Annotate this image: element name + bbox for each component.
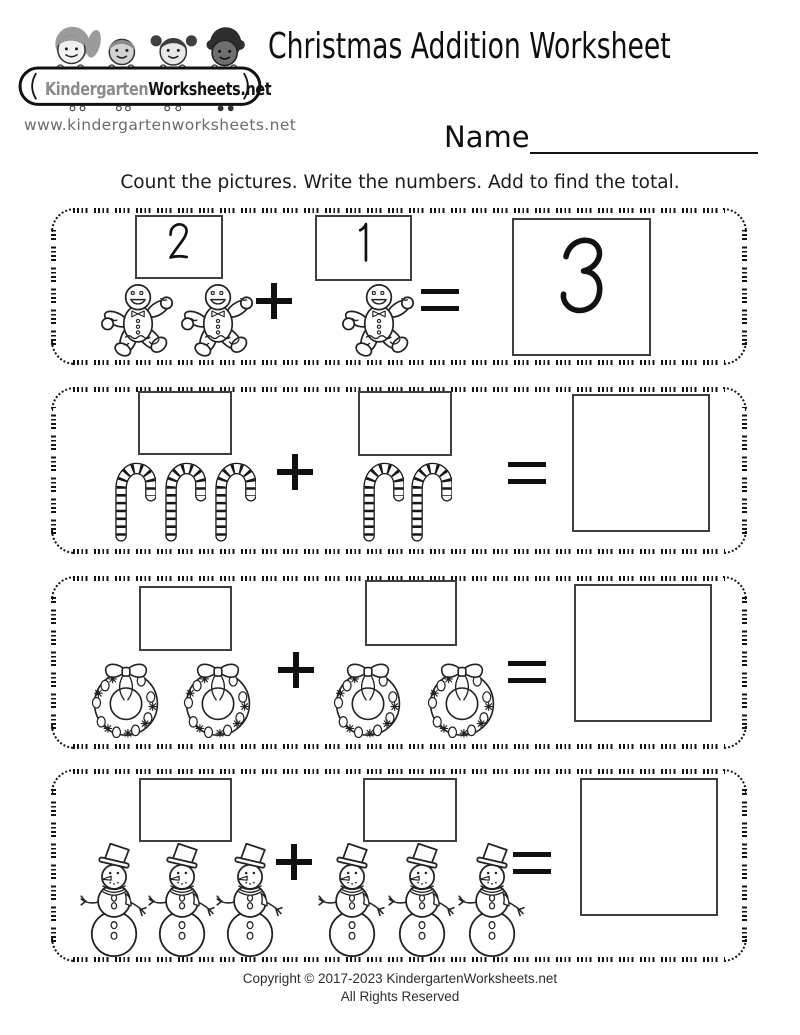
stitched-border-right xyxy=(742,789,747,942)
brand-part1: Kindergarten xyxy=(45,80,149,100)
addend1-box[interactable] xyxy=(138,391,232,455)
website-url: www.kindergartenworksheets.net xyxy=(24,116,297,134)
snowman-icon xyxy=(386,843,460,959)
border-corner xyxy=(723,341,747,365)
border-corner xyxy=(51,938,75,962)
wreath-icon xyxy=(178,656,258,740)
stitched-border-right xyxy=(742,596,747,729)
stitched-border-left xyxy=(51,228,56,345)
page-title: Christmas Addition Worksheet xyxy=(268,26,671,67)
equals-sign xyxy=(508,462,546,484)
stitched-border-left xyxy=(51,789,56,942)
plus-sign xyxy=(278,652,314,688)
total-box[interactable] xyxy=(512,218,651,356)
instruction-text: Count the pictures. Write the numbers. Add to find the total. xyxy=(120,172,680,193)
stitched-border-right xyxy=(742,407,747,534)
stitched-border-bottom xyxy=(73,549,725,554)
border-corner xyxy=(51,530,75,554)
copyright-line: Copyright © 2017-2023 KindergartenWorksheets.net xyxy=(242,971,558,986)
total-box[interactable] xyxy=(572,394,710,532)
stitched-border-top xyxy=(73,769,725,774)
stitched-border-right xyxy=(742,228,747,345)
snowman-icon xyxy=(316,843,390,959)
stitched-border-top xyxy=(73,208,725,213)
plus-sign xyxy=(256,283,292,319)
gingerbread-man-icon xyxy=(341,283,417,359)
gingerbread-man-icon xyxy=(100,283,176,359)
border-corner xyxy=(723,208,747,232)
wreath-icon xyxy=(422,656,502,740)
total-box[interactable] xyxy=(574,584,712,722)
handwritten-digit xyxy=(158,220,200,274)
border-corner xyxy=(723,387,747,411)
plus-sign xyxy=(277,454,313,490)
stitched-border-left xyxy=(51,407,56,534)
site-logo xyxy=(14,10,272,114)
candy-cane-icon xyxy=(406,454,452,546)
border-corner xyxy=(51,725,75,749)
addend1-box[interactable] xyxy=(139,778,232,842)
border-corner xyxy=(723,938,747,962)
handwritten-digit xyxy=(343,221,385,275)
snowman-icon xyxy=(78,843,152,959)
problem-row-candy-cane xyxy=(46,382,752,559)
name-label: Name xyxy=(444,120,530,154)
rights-line: All Rights Reserved xyxy=(340,989,460,1004)
candy-cane-icon xyxy=(110,454,156,546)
candy-cane-icon xyxy=(358,454,404,546)
addend2-box[interactable] xyxy=(358,391,452,456)
border-corner xyxy=(723,725,747,749)
border-corner xyxy=(51,576,75,600)
candy-cane-icon xyxy=(160,454,206,546)
problem-row-wreath xyxy=(46,571,752,754)
brand-name xyxy=(45,80,272,100)
equals-sign xyxy=(508,661,546,683)
border-corner xyxy=(51,341,75,365)
equals-sign xyxy=(513,852,551,874)
name-field xyxy=(444,120,758,154)
problem-row-snowman xyxy=(46,764,752,967)
total-box[interactable] xyxy=(580,778,718,916)
border-corner xyxy=(51,208,75,232)
addend2-box[interactable] xyxy=(315,215,412,281)
problem-row-gingerbread xyxy=(46,203,752,370)
gingerbread-man-icon xyxy=(180,283,256,359)
addend1-box[interactable] xyxy=(135,215,223,279)
name-blank-line[interactable] xyxy=(530,122,758,154)
addend2-box[interactable] xyxy=(365,580,457,646)
candy-cane-icon xyxy=(210,454,256,546)
wreath-icon xyxy=(328,656,408,740)
border-corner xyxy=(723,530,747,554)
stitched-border-bottom xyxy=(73,957,725,962)
wreath-icon xyxy=(86,656,166,740)
stitched-border-left xyxy=(51,596,56,729)
stitched-border-bottom xyxy=(73,744,725,749)
addend2-box[interactable] xyxy=(363,778,457,842)
handwritten-digit xyxy=(541,231,623,343)
addend1-box[interactable] xyxy=(139,586,232,651)
border-corner xyxy=(723,769,747,793)
equals-sign xyxy=(421,289,459,311)
snowman-icon xyxy=(146,843,220,959)
border-corner xyxy=(51,387,75,411)
stitched-border-bottom xyxy=(73,360,725,365)
brand-part2: Worksheets.net xyxy=(148,80,272,100)
plus-sign xyxy=(276,844,312,880)
border-corner xyxy=(51,769,75,793)
border-corner xyxy=(723,576,747,600)
